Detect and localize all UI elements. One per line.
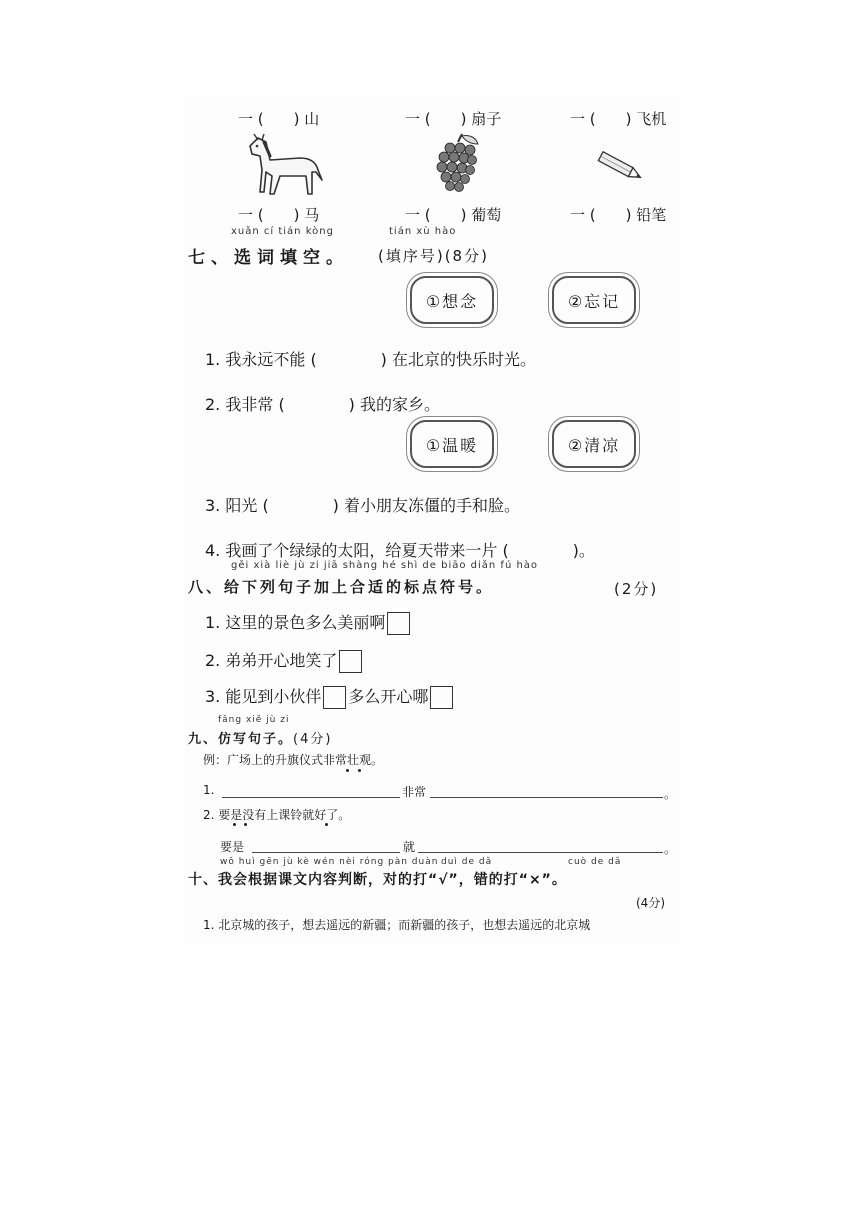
section8-question-1 xyxy=(205,610,412,635)
horse-icon xyxy=(240,132,324,200)
section9-q1-number: 1. xyxy=(203,783,215,797)
section7-pinyin-1: xuǎn cí tián kòng xyxy=(231,226,334,237)
label-horse: 一 ( ) 马 xyxy=(238,206,320,224)
word-card-warm: ①温暖 xyxy=(410,420,494,468)
word-card-forget: ②忘记 xyxy=(552,276,636,324)
word-card-miss: ①想念 xyxy=(410,276,494,324)
label-grapes: 一 ( ) 葡萄 xyxy=(405,206,502,224)
section8-score: (2分) xyxy=(614,580,659,598)
section10-question-1: 1. 北京城的孩子，想去遥远的新疆；而新疆的孩子，也想去遥远的北京城 xyxy=(203,918,591,932)
emphasis-dot xyxy=(325,823,328,826)
section9-q2-word1: 要是 xyxy=(220,840,245,854)
section9-q1-end: 。 xyxy=(664,787,677,801)
section8-question-3 xyxy=(205,684,455,709)
emphasis-dot xyxy=(346,769,349,772)
section9-q2-end: 。 xyxy=(664,842,677,856)
section8-question-1-text: 1. 这里的景色多么美丽啊 xyxy=(205,613,386,632)
punctuation-box[interactable] xyxy=(387,612,410,635)
section10-title: 十、我会根据课文内容判断，对的打“√”，错的打“×”。 xyxy=(188,872,567,888)
punctuation-box[interactable] xyxy=(430,686,453,709)
section7-question-3: 3. 阳光 ( ) 着小朋友冻僵的手和脸。 xyxy=(205,496,521,515)
section8-question-3-text-b: 多么开心哪 xyxy=(348,687,429,706)
section7-question-1: 1. 我永远不能 ( ) 在北京的快乐时光。 xyxy=(205,350,537,369)
section7-title: 七、选词填空。 xyxy=(188,248,349,268)
section9-title: 九、仿写句子。 xyxy=(188,732,294,747)
section9-q1-word: 非常 xyxy=(402,785,427,799)
answer-line[interactable] xyxy=(222,797,400,798)
section8-question-2 xyxy=(205,648,364,673)
emphasis-dot xyxy=(244,823,247,826)
section10-score: (4分) xyxy=(636,896,665,910)
section10-pinyin-2: duì de dǎ xyxy=(441,857,493,867)
section9-score: (4分) xyxy=(293,732,333,747)
section9-pinyin: fǎng xiě jù zi xyxy=(218,715,290,725)
section7-pinyin-2: tián xù hào xyxy=(389,226,457,237)
word-card-cool: ②清凉 xyxy=(552,420,636,468)
answer-line[interactable] xyxy=(252,852,400,853)
grapes-icon xyxy=(428,132,484,196)
label-pencil: 一 ( ) 铅笔 xyxy=(570,206,667,224)
section10-pinyin-1: wǒ huì gēn jù kè wén nèi róng pàn duàn xyxy=(220,857,439,867)
section7-question-4: 4. 我画了个绿绿的太阳，给夏天带来一片 ( )。 xyxy=(205,541,595,560)
label-plane: 一 ( ) 飞机 xyxy=(570,110,667,128)
section10-pinyin-3: cuò de dǎ xyxy=(568,857,622,867)
section8-question-3-text-a: 3. 能见到小伙伴 xyxy=(205,687,322,706)
section9-q2: 2. 要是没有上课铃就好了。 xyxy=(203,808,351,822)
section8-question-2-text: 2. 弟弟开心地笑了 xyxy=(205,651,338,670)
answer-line[interactable] xyxy=(418,852,663,853)
punctuation-box[interactable] xyxy=(339,650,362,673)
punctuation-box[interactable] xyxy=(323,686,346,709)
section8-pinyin: gěi xià liè jù zi jiā shàng hé shì de biāo diǎn fú hào xyxy=(231,560,539,571)
label-fan: 一 ( ) 扇子 xyxy=(405,110,502,128)
section9-title-row xyxy=(188,728,332,747)
section8-title: 八、给下列句子加上合适的标点符号。 xyxy=(188,578,495,596)
label-mountain: 一 ( ) 山 xyxy=(238,110,320,128)
emphasis-dot xyxy=(233,823,236,826)
answer-line[interactable] xyxy=(430,797,663,798)
emphasis-dot xyxy=(358,769,361,772)
section7-note: (填序号)(8分) xyxy=(378,247,489,265)
section7-question-2: 2. 我非常 ( ) 我的家乡。 xyxy=(205,395,441,414)
section9-example: 例：广场上的升旗仪式非常壮观。 xyxy=(203,753,384,767)
pencil-icon xyxy=(596,150,646,184)
section9-q2-word2: 就 xyxy=(403,840,416,854)
